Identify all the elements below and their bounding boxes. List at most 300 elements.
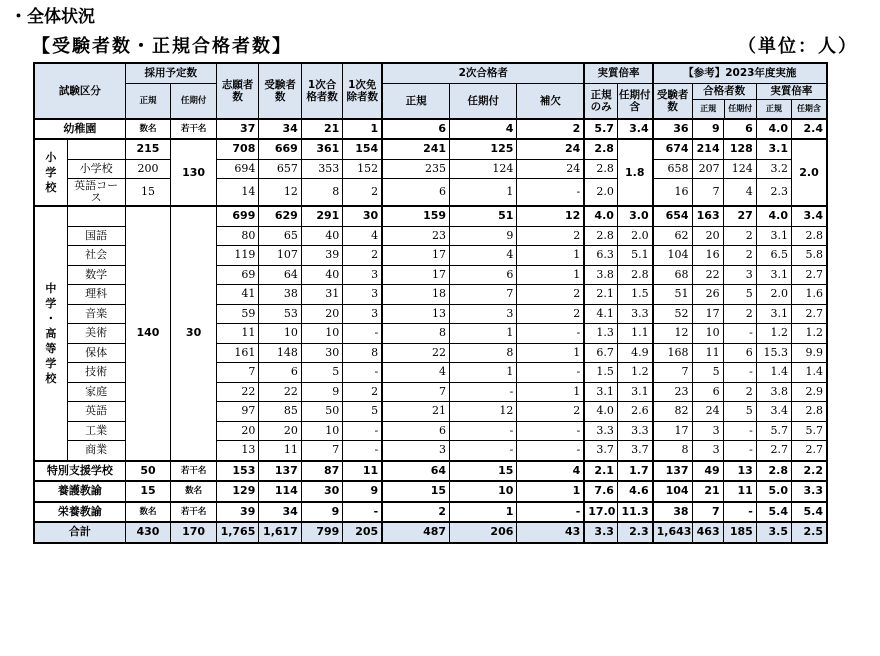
cell-first-exempt: 3 bbox=[343, 265, 382, 285]
cell-second-regular: 21 bbox=[382, 402, 449, 422]
cell-ratio-regular: 2.1 bbox=[584, 285, 617, 305]
header-second-regular: 正規 bbox=[382, 83, 449, 119]
cell-ref-pass-regular: 3 bbox=[692, 441, 723, 461]
cell-ref-ratio-regular: 1.2 bbox=[756, 324, 791, 344]
header-ref-ratio-regular: 正規 bbox=[757, 100, 792, 118]
cell-first-pass: 9 bbox=[301, 502, 342, 523]
cell-ref-ratio-regular: 3.4 bbox=[756, 402, 791, 422]
cell-planned-regular: 数名 bbox=[125, 119, 171, 140]
cell-planned-fixed: 若干名 bbox=[171, 502, 217, 523]
cell-ref-pass-fixed: 185 bbox=[723, 522, 756, 543]
cell-ref-pass-regular: 22 bbox=[692, 265, 723, 285]
cell-first-pass: 39 bbox=[301, 246, 342, 266]
cell-applicants: 97 bbox=[216, 402, 258, 422]
cell-first-exempt: 9 bbox=[343, 481, 382, 502]
table-row bbox=[34, 139, 827, 159]
cell-second-supplement: 24 bbox=[517, 139, 584, 159]
cell-first-exempt: 3 bbox=[343, 285, 382, 305]
header-ratio-regular: 正規のみ bbox=[584, 83, 617, 119]
cell-ref-pass-regular: 214 bbox=[692, 139, 723, 159]
table-row bbox=[34, 502, 827, 523]
cell-ref-ratio-fixed: 3.3 bbox=[792, 481, 827, 502]
cell-ref-examinees: 7 bbox=[653, 363, 692, 383]
cell-ratio-fixed: 4.6 bbox=[617, 481, 652, 502]
cell-applicants: 41 bbox=[216, 285, 258, 305]
header-ref-pass bbox=[692, 83, 756, 119]
header-ref-ratio-sub bbox=[757, 100, 826, 118]
cell-applicants: 7 bbox=[216, 363, 258, 383]
cell-applicants: 13 bbox=[216, 441, 258, 461]
cell-ref-examinees: 68 bbox=[653, 265, 692, 285]
cell-second-regular: 17 bbox=[382, 246, 449, 266]
cell-ratio-fixed: 1.2 bbox=[617, 363, 652, 383]
row-label-subject: 国語 bbox=[67, 226, 125, 246]
row-label-subject: 家庭 bbox=[67, 382, 125, 402]
cell-ref-ratio-fixed: 1.6 bbox=[792, 285, 827, 305]
cell-ref-pass-fixed: 6 bbox=[723, 119, 756, 140]
table-row bbox=[34, 119, 827, 140]
cell-planned-fixed: 若干名 bbox=[171, 461, 217, 482]
cell-ref-ratio-regular: 3.1 bbox=[756, 226, 791, 246]
cell-second-regular: 64 bbox=[382, 461, 449, 482]
cell-first-pass: 8 bbox=[301, 179, 342, 207]
cell-first-exempt: 11 bbox=[343, 461, 382, 482]
cell-second-regular: 18 bbox=[382, 285, 449, 305]
cell-planned-fixed: 170 bbox=[171, 522, 217, 543]
cell-ref-examinees: 23 bbox=[653, 382, 692, 402]
cell-first-exempt: 3 bbox=[343, 304, 382, 324]
cell-first-pass: 30 bbox=[301, 481, 342, 502]
cell-ref-examinees: 104 bbox=[653, 481, 692, 502]
cell-first-pass: 30 bbox=[301, 343, 342, 363]
cell-second-supplement: 2 bbox=[517, 226, 584, 246]
cell-second-regular: 6 bbox=[382, 179, 449, 207]
cell-first-pass: 20 bbox=[301, 304, 342, 324]
cell-ref-pass-fixed: - bbox=[723, 324, 756, 344]
cell-ratio-fixed: 3.1 bbox=[617, 382, 652, 402]
cell-second-supplement: - bbox=[517, 421, 584, 441]
header-planned-fixed: 任期付 bbox=[171, 83, 217, 119]
cell-applicants: 14 bbox=[216, 179, 258, 207]
cell-first-pass: 87 bbox=[301, 461, 342, 482]
cell-examinees: 11 bbox=[259, 441, 301, 461]
cell-ref-ratio-fixed: 2.7 bbox=[792, 265, 827, 285]
cell-second-fixed: 12 bbox=[450, 402, 517, 422]
cell-second-regular: 15 bbox=[382, 481, 449, 502]
cell-ref-examinees: 17 bbox=[653, 421, 692, 441]
cell-ref-pass-regular: 7 bbox=[692, 502, 723, 523]
cell-second-regular: 2 bbox=[382, 502, 449, 523]
cell-ref-ratio-regular: 4.0 bbox=[756, 206, 791, 226]
cell-planned-regular: 200 bbox=[125, 159, 171, 179]
row-label-special: 養護教諭 bbox=[34, 481, 125, 502]
cell-ref-pass-fixed: - bbox=[723, 441, 756, 461]
cell-second-fixed: 15 bbox=[450, 461, 517, 482]
cell-ratio-regular: 2.1 bbox=[584, 461, 617, 482]
cell-applicants: 699 bbox=[216, 206, 258, 226]
cell-applicants: 39 bbox=[216, 502, 258, 523]
cell-second-fixed: 4 bbox=[450, 119, 517, 140]
row-label-subject: 音楽 bbox=[67, 304, 125, 324]
cell-empty bbox=[67, 206, 125, 226]
cell-examinees: 114 bbox=[259, 481, 301, 502]
cell-second-supplement: - bbox=[517, 324, 584, 344]
cell-ratio-fixed: 1.1 bbox=[617, 324, 652, 344]
cell-second-fixed: 10 bbox=[450, 481, 517, 502]
cell-applicants: 59 bbox=[216, 304, 258, 324]
header-category: 試験区分 bbox=[34, 63, 125, 119]
cell-first-exempt: - bbox=[343, 324, 382, 344]
cell-ref-ratio-regular: 4.0 bbox=[756, 119, 791, 140]
cell-ref-pass-regular: 49 bbox=[692, 461, 723, 482]
header-ref: 【参考】2023年度実施 bbox=[653, 63, 827, 83]
cell-ref-ratio-regular: 1.4 bbox=[756, 363, 791, 383]
cell-first-pass: 291 bbox=[301, 206, 342, 226]
header-applicants: 志願者数 bbox=[216, 63, 258, 119]
cell-examinees: 64 bbox=[259, 265, 301, 285]
table-title: 【受験者数・正規合格者数】 bbox=[32, 36, 292, 57]
cell-first-exempt: 205 bbox=[343, 522, 382, 543]
cell-first-exempt: 152 bbox=[343, 159, 382, 179]
header-first-pass: 1次合格者数 bbox=[301, 63, 342, 119]
cell-ref-examinees: 82 bbox=[653, 402, 692, 422]
cell-ref-ratio-fixed: 2.2 bbox=[792, 461, 827, 482]
cell-first-pass: 50 bbox=[301, 402, 342, 422]
cell-applicants: 69 bbox=[216, 265, 258, 285]
cell-second-fixed: 1 bbox=[450, 324, 517, 344]
header-ref-pass-fixed: 任期付 bbox=[728, 103, 753, 113]
cell-ratio-fixed: 4.9 bbox=[617, 343, 652, 363]
cell-second-supplement: 1 bbox=[517, 246, 584, 266]
cell-second-fixed: 3 bbox=[450, 304, 517, 324]
cell-planned-regular: 数名 bbox=[125, 502, 171, 523]
cell-planned-regular: 15 bbox=[125, 179, 171, 207]
cell-second-supplement: 12 bbox=[517, 206, 584, 226]
cell-ref-pass-regular: 6 bbox=[692, 382, 723, 402]
cell-ref-examinees: 104 bbox=[653, 246, 692, 266]
cell-first-pass: 21 bbox=[301, 119, 342, 140]
cell-ratio-fixed: 1.5 bbox=[617, 285, 652, 305]
cell-second-regular: 7 bbox=[382, 382, 449, 402]
cell-ratio-regular: 7.6 bbox=[584, 481, 617, 502]
row-label-subject: 商業 bbox=[67, 441, 125, 461]
cell-empty bbox=[67, 139, 125, 159]
cell-ref-ratio-fixed: 5.8 bbox=[792, 246, 827, 266]
cell-ref-ratio-regular: 3.1 bbox=[756, 265, 791, 285]
cell-ratio-regular: 3.7 bbox=[584, 441, 617, 461]
cell-second-fixed: 1 bbox=[450, 363, 517, 383]
cell-planned-fixed: 若干名 bbox=[171, 119, 217, 140]
cell-ratio-regular: 4.1 bbox=[584, 304, 617, 324]
cell-ratio-fixed: 3.4 bbox=[617, 119, 652, 140]
cell-examinees: 38 bbox=[259, 285, 301, 305]
cell-planned-regular: 215 bbox=[125, 139, 171, 159]
row-label-subject: 保体 bbox=[67, 343, 125, 363]
header-ratio-fixed: 任期付含 bbox=[617, 83, 652, 119]
cell-ref-ratio-regular: 2.3 bbox=[756, 179, 791, 207]
cell-second-supplement: 24 bbox=[517, 159, 584, 179]
cell-second-supplement: 1 bbox=[517, 481, 584, 502]
cell-ratio-regular: 1.5 bbox=[584, 363, 617, 383]
header-planned-regular: 正規 bbox=[125, 83, 171, 119]
cell-ratio-regular: 2.8 bbox=[584, 226, 617, 246]
cell-ref-ratio-fixed: 2.0 bbox=[792, 139, 827, 206]
header-first-exempt: 1次免除者数 bbox=[343, 63, 382, 119]
cell-second-supplement: 43 bbox=[517, 522, 584, 543]
cell-ratio-fixed: 11.3 bbox=[617, 502, 652, 523]
cell-first-pass: 40 bbox=[301, 265, 342, 285]
cell-second-fixed: 206 bbox=[450, 522, 517, 543]
cell-first-pass: 5 bbox=[301, 363, 342, 383]
cell-ref-ratio-regular: 5.7 bbox=[756, 421, 791, 441]
cell-second-supplement: - bbox=[517, 441, 584, 461]
row-label-kindergarten: 幼稚園 bbox=[34, 119, 125, 140]
cell-examinees: 137 bbox=[259, 461, 301, 482]
cell-first-pass: 10 bbox=[301, 421, 342, 441]
cell-ref-examinees: 38 bbox=[653, 502, 692, 523]
cell-second-regular: 17 bbox=[382, 265, 449, 285]
cell-examinees: 34 bbox=[259, 119, 301, 140]
cell-second-regular: 487 bbox=[382, 522, 449, 543]
cell-ref-pass-regular: 11 bbox=[692, 343, 723, 363]
header-second-supplement: 補欠 bbox=[517, 83, 584, 119]
row-label-subject: 工業 bbox=[67, 421, 125, 441]
cell-ratio-fixed: 2.3 bbox=[617, 522, 652, 543]
cell-examinees: 657 bbox=[259, 159, 301, 179]
cell-second-fixed: 124 bbox=[450, 159, 517, 179]
cell-ref-examinees: 36 bbox=[653, 119, 692, 140]
row-label-subject: 英語 bbox=[67, 402, 125, 422]
cell-second-fixed: - bbox=[450, 441, 517, 461]
cell-ref-ratio-fixed: 2.7 bbox=[792, 304, 827, 324]
cell-first-exempt: - bbox=[343, 502, 382, 523]
cell-ref-examinees: 137 bbox=[653, 461, 692, 482]
cell-ref-ratio-fixed: 5.4 bbox=[792, 502, 827, 523]
cell-applicants: 119 bbox=[216, 246, 258, 266]
cell-ref-examinees: 12 bbox=[653, 324, 692, 344]
cell-ref-pass-regular: 163 bbox=[692, 206, 723, 226]
row-label-subject: 技術 bbox=[67, 363, 125, 383]
cell-second-supplement: 2 bbox=[517, 285, 584, 305]
cell-ref-pass-regular: 20 bbox=[692, 226, 723, 246]
row-label-secondary: 中 学 ・ 高 等 学 校 bbox=[34, 206, 67, 461]
cell-ratio-regular: 3.8 bbox=[584, 265, 617, 285]
cell-ratio-fixed: 1.8 bbox=[617, 139, 652, 206]
cell-ratio-fixed: 1.7 bbox=[617, 461, 652, 482]
unit-label: （単位：人） bbox=[738, 36, 858, 57]
cell-second-fixed: 6 bbox=[450, 265, 517, 285]
cell-applicants: 161 bbox=[216, 343, 258, 363]
cell-ratio-fixed: 2.8 bbox=[617, 265, 652, 285]
cell-ratio-regular: 17.0 bbox=[584, 502, 617, 523]
cell-second-supplement: 2 bbox=[517, 304, 584, 324]
cell-ref-pass-regular: 21 bbox=[692, 481, 723, 502]
cell-examinees: 12 bbox=[259, 179, 301, 207]
cell-first-exempt: 30 bbox=[343, 206, 382, 226]
row-label-total: 合計 bbox=[34, 522, 125, 543]
cell-first-exempt: 154 bbox=[343, 139, 382, 159]
cell-ref-pass-fixed: 128 bbox=[723, 139, 756, 159]
table-row bbox=[34, 179, 827, 207]
cell-planned-fixed: 130 bbox=[171, 139, 217, 206]
row-label-special: 特別支援学校 bbox=[34, 461, 125, 482]
cell-ratio-fixed: 3.7 bbox=[617, 441, 652, 461]
cell-planned-regular: 50 bbox=[125, 461, 171, 482]
cell-examinees: 107 bbox=[259, 246, 301, 266]
cell-ref-ratio-regular: 5.0 bbox=[756, 481, 791, 502]
cell-second-fixed: 8 bbox=[450, 343, 517, 363]
cell-ref-ratio-regular: 6.5 bbox=[756, 246, 791, 266]
table-row bbox=[34, 481, 827, 502]
cell-ref-ratio-fixed: 2.8 bbox=[792, 402, 827, 422]
cell-applicants: 129 bbox=[216, 481, 258, 502]
cell-ref-examinees: 16 bbox=[653, 179, 692, 207]
cell-planned-fixed: 30 bbox=[171, 206, 217, 461]
cell-planned-regular: 430 bbox=[125, 522, 171, 543]
cell-ref-pass-fixed: 124 bbox=[723, 159, 756, 179]
cell-ratio-regular: 4.0 bbox=[584, 206, 617, 226]
cell-second-supplement: 4 bbox=[517, 461, 584, 482]
cell-second-supplement: 2 bbox=[517, 402, 584, 422]
cell-ratio-regular: 6.7 bbox=[584, 343, 617, 363]
cell-planned-fixed: 数名 bbox=[171, 481, 217, 502]
cell-second-regular: 3 bbox=[382, 441, 449, 461]
cell-ratio-fixed: 5.1 bbox=[617, 246, 652, 266]
cell-ratio-regular: 2.8 bbox=[584, 159, 617, 179]
cell-second-fixed: 4 bbox=[450, 246, 517, 266]
cell-second-fixed: 1 bbox=[450, 179, 517, 207]
cell-ref-examinees: 658 bbox=[653, 159, 692, 179]
header-planned: 採用予定数 bbox=[125, 63, 216, 83]
cell-ratio-regular: 1.3 bbox=[584, 324, 617, 344]
cell-applicants: 37 bbox=[216, 119, 258, 140]
cell-ref-pass-regular: 5 bbox=[692, 363, 723, 383]
cell-second-regular: 6 bbox=[382, 421, 449, 441]
cell-first-pass: 40 bbox=[301, 226, 342, 246]
cell-ref-pass-fixed: 3 bbox=[723, 265, 756, 285]
cell-second-regular: 23 bbox=[382, 226, 449, 246]
cell-ref-examinees: 51 bbox=[653, 285, 692, 305]
cell-second-fixed: - bbox=[450, 382, 517, 402]
cell-ratio-fixed: 3.3 bbox=[617, 304, 652, 324]
cell-second-regular: 241 bbox=[382, 139, 449, 159]
cell-ref-pass-regular: 16 bbox=[692, 246, 723, 266]
cell-first-exempt: 2 bbox=[343, 382, 382, 402]
cell-second-regular: 22 bbox=[382, 343, 449, 363]
cell-second-regular: 13 bbox=[382, 304, 449, 324]
cell-ref-examinees: 52 bbox=[653, 304, 692, 324]
cell-first-exempt: 1 bbox=[343, 119, 382, 140]
cell-examinees: 20 bbox=[259, 421, 301, 441]
cell-examinees: 85 bbox=[259, 402, 301, 422]
cell-second-regular: 159 bbox=[382, 206, 449, 226]
cell-ref-ratio-fixed: 3.4 bbox=[792, 206, 827, 226]
cell-applicants: 80 bbox=[216, 226, 258, 246]
cell-ref-pass-fixed: 2 bbox=[723, 226, 756, 246]
cell-ref-pass-fixed: 13 bbox=[723, 461, 756, 482]
cell-ref-examinees: 654 bbox=[653, 206, 692, 226]
cell-examinees: 629 bbox=[259, 206, 301, 226]
cell-first-exempt: - bbox=[343, 421, 382, 441]
cell-applicants: 11 bbox=[216, 324, 258, 344]
row-label-subject: 理科 bbox=[67, 285, 125, 305]
cell-planned-regular: 140 bbox=[125, 206, 171, 461]
applicant-stats-table bbox=[33, 62, 828, 544]
cell-ref-ratio-fixed: 2.4 bbox=[792, 119, 827, 140]
cell-ref-pass-fixed: 11 bbox=[723, 481, 756, 502]
cell-ref-pass-fixed: 4 bbox=[723, 179, 756, 207]
cell-second-fixed: 51 bbox=[450, 206, 517, 226]
header-ref-pass-regular: 正規 bbox=[693, 100, 725, 118]
cell-ref-pass-regular: 17 bbox=[692, 304, 723, 324]
cell-ref-pass-fixed: - bbox=[723, 421, 756, 441]
cell-first-exempt: 4 bbox=[343, 226, 382, 246]
cell-ref-pass-fixed: 2 bbox=[723, 304, 756, 324]
cell-ratio-regular: 4.0 bbox=[584, 402, 617, 422]
cell-second-regular: 4 bbox=[382, 363, 449, 383]
cell-ratio-fixed: 3.0 bbox=[617, 206, 652, 226]
cell-ref-pass-regular: 7 bbox=[692, 179, 723, 207]
cell-first-exempt: 5 bbox=[343, 402, 382, 422]
cell-ref-pass-fixed: 5 bbox=[723, 285, 756, 305]
cell-ref-examinees: 674 bbox=[653, 139, 692, 159]
cell-second-supplement: 1 bbox=[517, 382, 584, 402]
cell-ref-pass-fixed: 2 bbox=[723, 382, 756, 402]
row-label-subject: 社会 bbox=[67, 246, 125, 266]
cell-examinees: 34 bbox=[259, 502, 301, 523]
cell-first-pass: 799 bbox=[301, 522, 342, 543]
cell-ratio-regular: 2.0 bbox=[584, 179, 617, 207]
cell-second-fixed: - bbox=[450, 421, 517, 441]
cell-second-fixed: 7 bbox=[450, 285, 517, 305]
cell-first-pass: 7 bbox=[301, 441, 342, 461]
header-ref-pass-label: 合格者数 bbox=[693, 84, 756, 100]
cell-ref-ratio-fixed: 2.7 bbox=[792, 441, 827, 461]
cell-ratio-regular: 3.3 bbox=[584, 421, 617, 441]
cell-first-exempt: 2 bbox=[343, 246, 382, 266]
section-heading: ・全体状況 bbox=[10, 7, 95, 27]
row-label-elementary: 小 学 校 bbox=[34, 139, 67, 206]
cell-applicants: 153 bbox=[216, 461, 258, 482]
header-ref-ratio-fixed: 任期含 bbox=[796, 103, 821, 113]
cell-ratio-fixed: 2.6 bbox=[617, 402, 652, 422]
cell-ref-ratio-regular: 5.4 bbox=[756, 502, 791, 523]
cell-ref-ratio-regular: 2.8 bbox=[756, 461, 791, 482]
cell-ref-ratio-fixed: 2.5 bbox=[792, 522, 827, 543]
cell-examinees: 148 bbox=[259, 343, 301, 363]
cell-second-regular: 235 bbox=[382, 159, 449, 179]
cell-ref-ratio-fixed: 1.4 bbox=[792, 363, 827, 383]
row-label-elementary-general: 小学校 bbox=[67, 159, 125, 179]
table-row bbox=[34, 159, 827, 179]
cell-first-pass: 353 bbox=[301, 159, 342, 179]
cell-ref-pass-fixed: 5 bbox=[723, 402, 756, 422]
cell-ref-examinees: 1,643 bbox=[653, 522, 692, 543]
row-label-special: 栄養教諭 bbox=[34, 502, 125, 523]
table-row bbox=[34, 522, 827, 543]
cell-applicants: 708 bbox=[216, 139, 258, 159]
cell-ref-ratio-fixed: 9.9 bbox=[792, 343, 827, 363]
cell-ref-pass-regular: 9 bbox=[692, 119, 723, 140]
cell-ref-pass-regular: 10 bbox=[692, 324, 723, 344]
cell-ref-examinees: 8 bbox=[653, 441, 692, 461]
header-ref-ratio-label: 実質倍率 bbox=[757, 84, 826, 100]
cell-second-regular: 6 bbox=[382, 119, 449, 140]
cell-first-exempt: 2 bbox=[343, 179, 382, 207]
cell-first-pass: 9 bbox=[301, 382, 342, 402]
row-label-subject: 美術 bbox=[67, 324, 125, 344]
cell-applicants: 1,765 bbox=[216, 522, 258, 543]
